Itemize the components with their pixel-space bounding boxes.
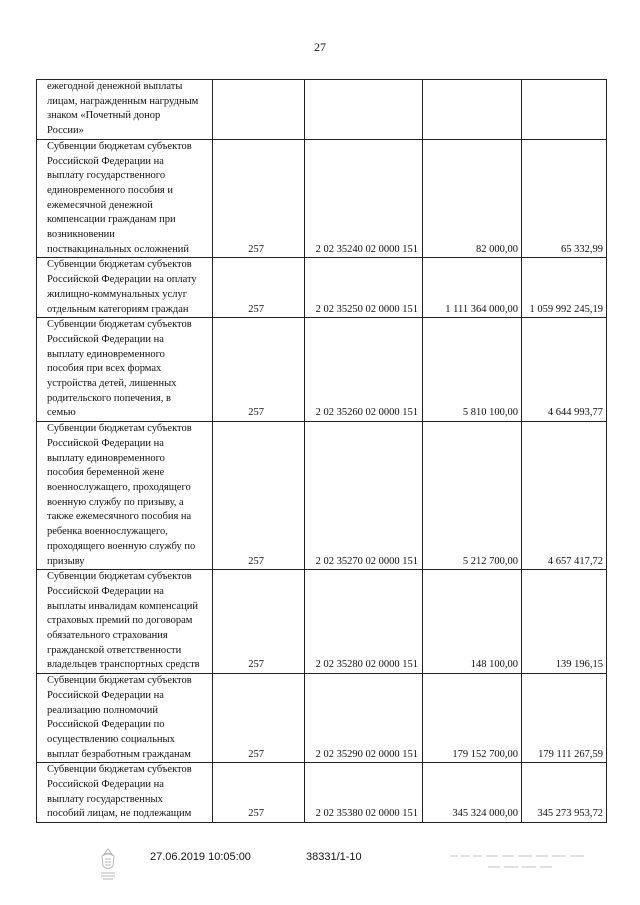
row-code-cell: 2 02 35380 02 0000 151 — [305, 763, 423, 823]
row-name-line: выплату единовременного — [47, 348, 165, 360]
row-admin-cell: 257 — [213, 674, 305, 763]
footer-doc-number: 38331/1-10 — [306, 851, 362, 863]
row-name-line: Субвенции бюджетам субъектов — [47, 259, 192, 271]
row-fact-cell: 345 273 953,72 — [522, 763, 607, 823]
row-code-cell: 2 02 35270 02 0000 151 — [305, 422, 423, 570]
row-name-cell — [37, 139, 213, 258]
row-name-line: родительского попечения, в — [47, 392, 171, 404]
row-name-line: Субвенции бюджетам субъектов — [47, 319, 192, 331]
row-name-line: Субвенции бюджетам субъектов — [47, 423, 192, 435]
row-name-line: Субвенции бюджетам субъектов — [47, 140, 192, 152]
row-name-line: пособия при всех формах — [47, 363, 162, 375]
table-row — [37, 422, 607, 570]
row-fact-cell: 65 332,99 — [522, 139, 607, 258]
row-name-line: обязательного страхования — [47, 630, 168, 642]
row-name-line: реализацию полномочий — [47, 704, 158, 716]
row-name-line: выплату единовременного — [47, 452, 165, 464]
row-name-line: семью — [47, 407, 76, 419]
row-plan-cell: 5 810 100,00 — [423, 318, 522, 422]
row-name-line: Российской Федерации на оплату — [47, 274, 197, 286]
row-name-line: поствакцинальных осложнений — [47, 243, 189, 255]
row-code-cell: 2 02 35260 02 0000 151 — [305, 318, 423, 422]
row-name-line: Российской Федерации на — [47, 437, 164, 449]
row-name-line: военную службу по призыву, а — [47, 496, 184, 508]
row-plan-cell: 179 152 700,00 — [423, 674, 522, 763]
row-fact-cell — [522, 80, 607, 140]
row-admin-cell: 257 — [213, 258, 305, 318]
row-name-line: владельцев транспортных средств — [47, 659, 200, 671]
registration-stamp-icon — [448, 848, 588, 874]
table-row — [37, 258, 607, 318]
row-name-line: Субвенции бюджетам субъектов — [47, 675, 192, 687]
row-name-line: проходящего военную службу по — [47, 540, 196, 552]
row-name-line: жилищно-коммунальных услуг — [47, 288, 187, 300]
row-name-cell — [37, 258, 213, 318]
row-admin-cell: 257 — [213, 318, 305, 422]
row-name-line: страховых премий по договорам — [47, 615, 193, 627]
row-name-line: Субвенции бюджетам субъектов — [47, 764, 192, 776]
row-code-cell: 2 02 35240 02 0000 151 — [305, 139, 423, 258]
budget-table — [36, 79, 607, 823]
row-name-line: выплату государственного — [47, 170, 166, 182]
row-name-line: также ежемесячного пособия на — [47, 511, 192, 523]
row-name-cell — [37, 80, 213, 140]
row-plan-cell: 1 111 364 000,00 — [423, 258, 522, 318]
row-name-line: пособий лицам, не подлежащим — [47, 808, 192, 820]
row-code-cell: 2 02 35250 02 0000 151 — [305, 258, 423, 318]
row-name-line: устройства детей, лишенных — [47, 378, 177, 390]
row-name-line: возникновении — [47, 229, 115, 241]
row-admin-cell: 257 — [213, 422, 305, 570]
row-name-line: знаком «Почетный донор — [47, 110, 161, 122]
page-number: 27 — [314, 40, 326, 54]
row-name-line: гражданской ответственности — [47, 644, 182, 656]
row-name-line: России» — [47, 125, 84, 137]
table-body — [37, 80, 607, 823]
row-fact-cell: 139 196,15 — [522, 570, 607, 674]
row-name-line: отдельным категориям граждан — [47, 303, 189, 315]
row-admin-cell: 257 — [213, 763, 305, 823]
row-code-cell: 2 02 35280 02 0000 151 — [305, 570, 423, 674]
row-name-line: Российской Федерации на — [47, 333, 164, 345]
row-plan-cell: 345 324 000,00 — [423, 763, 522, 823]
row-fact-cell: 4 644 993,77 — [522, 318, 607, 422]
row-name-line: военнослужащего, проходящего — [47, 481, 191, 493]
row-name-line: выплаты инвалидам компенсаций — [47, 600, 198, 612]
row-fact-cell: 1 059 992 245,19 — [522, 258, 607, 318]
table-row — [37, 570, 607, 674]
row-name-line: Российской Федерации на — [47, 689, 164, 701]
row-name-line: выплату государственных — [47, 793, 163, 805]
row-plan-cell: 5 212 700,00 — [423, 422, 522, 570]
table-row — [37, 318, 607, 422]
row-name-line: призыву — [47, 555, 85, 567]
row-code-cell — [305, 80, 423, 140]
row-fact-cell: 4 657 417,72 — [522, 422, 607, 570]
row-name-line: единовременного пособия и — [47, 184, 174, 196]
row-name-line: компенсации гражданам при — [47, 214, 176, 226]
row-name-line: ежемесячной денежной — [47, 199, 153, 211]
row-name-cell — [37, 763, 213, 823]
row-name-line: Российской Федерации по — [47, 719, 165, 731]
coat-of-arms-icon — [96, 846, 120, 882]
row-name-line: лицам, награжденным нагрудным — [47, 95, 199, 107]
row-name-cell — [37, 674, 213, 763]
table-row — [37, 139, 607, 258]
table-row — [37, 674, 607, 763]
row-name-line: пособия беременной жене — [47, 467, 165, 479]
row-name-line: Российской Федерации на — [47, 585, 164, 597]
table-row — [37, 80, 607, 140]
table-row — [37, 763, 607, 823]
row-name-line: Российской Федерации на — [47, 779, 164, 791]
row-name-line: ежегодной денежной выплаты — [47, 81, 183, 92]
footer — [0, 846, 640, 886]
row-name-cell — [37, 422, 213, 570]
row-admin-cell: 257 — [213, 570, 305, 674]
row-admin-cell — [213, 80, 305, 140]
row-name-cell — [37, 318, 213, 422]
row-fact-cell: 179 111 267,59 — [522, 674, 607, 763]
row-name-line: ребенка военнослужащего, — [47, 526, 168, 538]
footer-datetime: 27.06.2019 10:05:00 — [150, 851, 251, 863]
row-plan-cell: 148 100,00 — [423, 570, 522, 674]
row-name-line: Российской Федерации на — [47, 155, 164, 167]
row-name-cell — [37, 570, 213, 674]
row-name-line: осуществлению социальных — [47, 733, 175, 745]
row-code-cell: 2 02 35290 02 0000 151 — [305, 674, 423, 763]
row-plan-cell: 82 000,00 — [423, 139, 522, 258]
row-name-line: выплат безработным гражданам — [47, 748, 191, 760]
row-name-line: Субвенции бюджетам субъектов — [47, 571, 192, 583]
row-admin-cell: 257 — [213, 139, 305, 258]
row-plan-cell — [423, 80, 522, 140]
